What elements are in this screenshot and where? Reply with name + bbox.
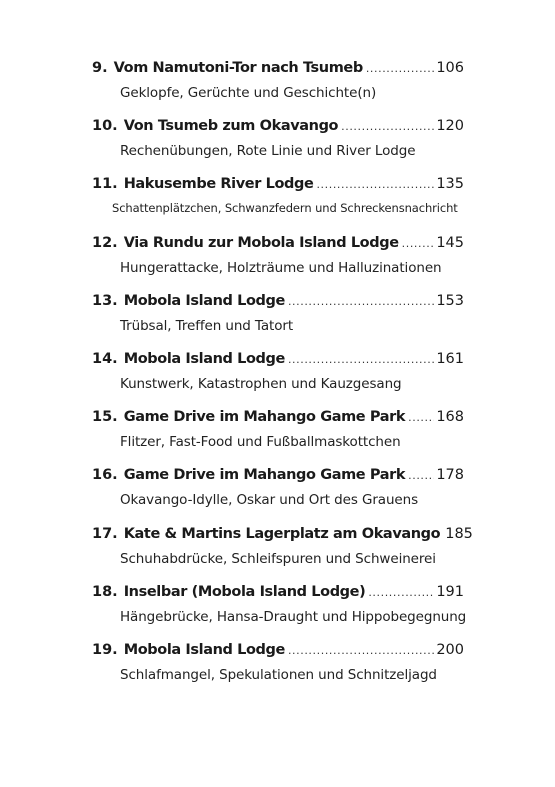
chapter-title: Mobola Island Lodge xyxy=(123,292,285,309)
chapter-number: 16. xyxy=(92,467,118,484)
toc-entry-heading xyxy=(92,60,464,82)
dot-leader xyxy=(368,586,434,599)
chapter-number: 17. xyxy=(92,525,118,542)
chapter-title: Via Rundu zur Mobola Island Lodge xyxy=(123,234,399,251)
dot-leader xyxy=(288,644,434,657)
page-number: 191 xyxy=(436,583,464,600)
table-of-contents xyxy=(92,60,473,700)
chapter-subtitle: Rechenübungen, Rote Linie und River Lodge xyxy=(120,143,416,160)
page-number: 185 xyxy=(445,525,473,542)
chapter-subtitle: Hängebrücke, Hansa-Draught und Hippobegegnung xyxy=(120,608,467,625)
chapter-subtitle: Geklopfe, Gerüchte und Geschichte(n) xyxy=(120,85,377,101)
chapter-number: 10. xyxy=(92,118,118,135)
dot-leader xyxy=(341,120,434,133)
toc-entry[interactable] xyxy=(92,60,464,118)
chapter-number: 15. xyxy=(92,409,118,426)
toc-entry[interactable] xyxy=(92,583,467,642)
page-number: 135 xyxy=(436,176,464,193)
dot-leader xyxy=(288,295,434,308)
chapter-title: Von Tsumeb zum Okavango xyxy=(123,118,339,135)
chapter-title: Mobola Island Lodge xyxy=(123,350,285,367)
page-number: 200 xyxy=(436,641,464,658)
page-number: 145 xyxy=(436,234,464,251)
page-number: 178 xyxy=(436,467,464,484)
chapter-title: Game Drive im Mahango Game Park xyxy=(123,409,406,426)
chapter-subtitle: Trübsal, Treffen und Tatort xyxy=(120,317,294,334)
chapter-title: Vom Namutoni-Tor nach Tsumeb xyxy=(113,60,363,76)
chapter-title: Mobola Island Lodge xyxy=(123,641,285,658)
toc-entry[interactable] xyxy=(92,642,464,700)
chapter-number: 19. xyxy=(92,641,118,658)
dot-leader xyxy=(408,411,434,424)
toc-entry-heading xyxy=(92,584,464,606)
dot-leader xyxy=(366,62,434,75)
toc-entry-heading xyxy=(92,118,464,140)
dot-leader xyxy=(288,353,434,366)
page-number: 120 xyxy=(436,118,464,135)
toc-entry[interactable] xyxy=(92,293,464,351)
chapter-subtitle: Okavango-Idylle, Oskar und Ort des Grauens xyxy=(120,492,419,509)
chapter-number: 18. xyxy=(92,583,118,600)
toc-entry-heading xyxy=(92,293,464,315)
chapter-number: 12. xyxy=(92,234,118,251)
toc-entry-heading xyxy=(92,235,464,257)
page-number: 153 xyxy=(436,292,464,309)
toc-entry[interactable] xyxy=(92,118,464,176)
toc-entry-heading xyxy=(92,176,464,198)
chapter-subtitle: Flitzer, Fast-Food und Fußballmaskottchen xyxy=(120,434,401,451)
chapter-subtitle: Schlafmangel, Spekulationen und Schnitzeljagd xyxy=(120,666,437,683)
chapter-subtitle: Schattenplätzchen, Schwanzfedern und Schreckensnachricht xyxy=(112,201,458,216)
toc-entry[interactable] xyxy=(92,351,464,409)
dot-leader xyxy=(402,237,435,250)
chapter-number: 11. xyxy=(92,176,118,193)
toc-entry[interactable] xyxy=(92,467,464,525)
toc-entry-heading xyxy=(92,409,464,431)
toc-entry-heading xyxy=(92,642,464,664)
chapter-title: Hakusembe River Lodge xyxy=(123,176,314,193)
page-number: 161 xyxy=(436,350,464,367)
toc-entry-heading xyxy=(92,351,464,373)
chapter-subtitle: Kunstwerk, Katastrophen und Kauzgesang xyxy=(120,375,402,392)
toc-entry-heading xyxy=(92,467,464,489)
chapter-subtitle: Schuhabdrücke, Schleifspuren und Schweinerei xyxy=(120,550,436,567)
dot-leader xyxy=(316,178,434,191)
toc-entry[interactable] xyxy=(92,235,464,293)
toc-entry[interactable] xyxy=(92,525,473,584)
chapter-number: 14. xyxy=(92,350,118,367)
toc-entry[interactable] xyxy=(92,176,464,234)
chapter-title: Game Drive im Mahango Game Park xyxy=(123,467,406,484)
page-number: 106 xyxy=(436,60,464,76)
toc-entry[interactable] xyxy=(92,409,464,467)
chapter-number: 13. xyxy=(92,292,118,309)
chapter-number: 9. xyxy=(92,60,108,76)
chapter-subtitle: Hungerattacke, Holzträume und Halluzinationen xyxy=(120,259,442,276)
chapter-title: Inselbar (Mobola Island Lodge) xyxy=(123,583,366,600)
page-number: 168 xyxy=(436,409,464,426)
toc-entry-heading xyxy=(92,525,473,548)
chapter-title: Kate & Martins Lagerplatz am Okavango xyxy=(123,525,441,542)
dot-leader xyxy=(408,469,434,482)
